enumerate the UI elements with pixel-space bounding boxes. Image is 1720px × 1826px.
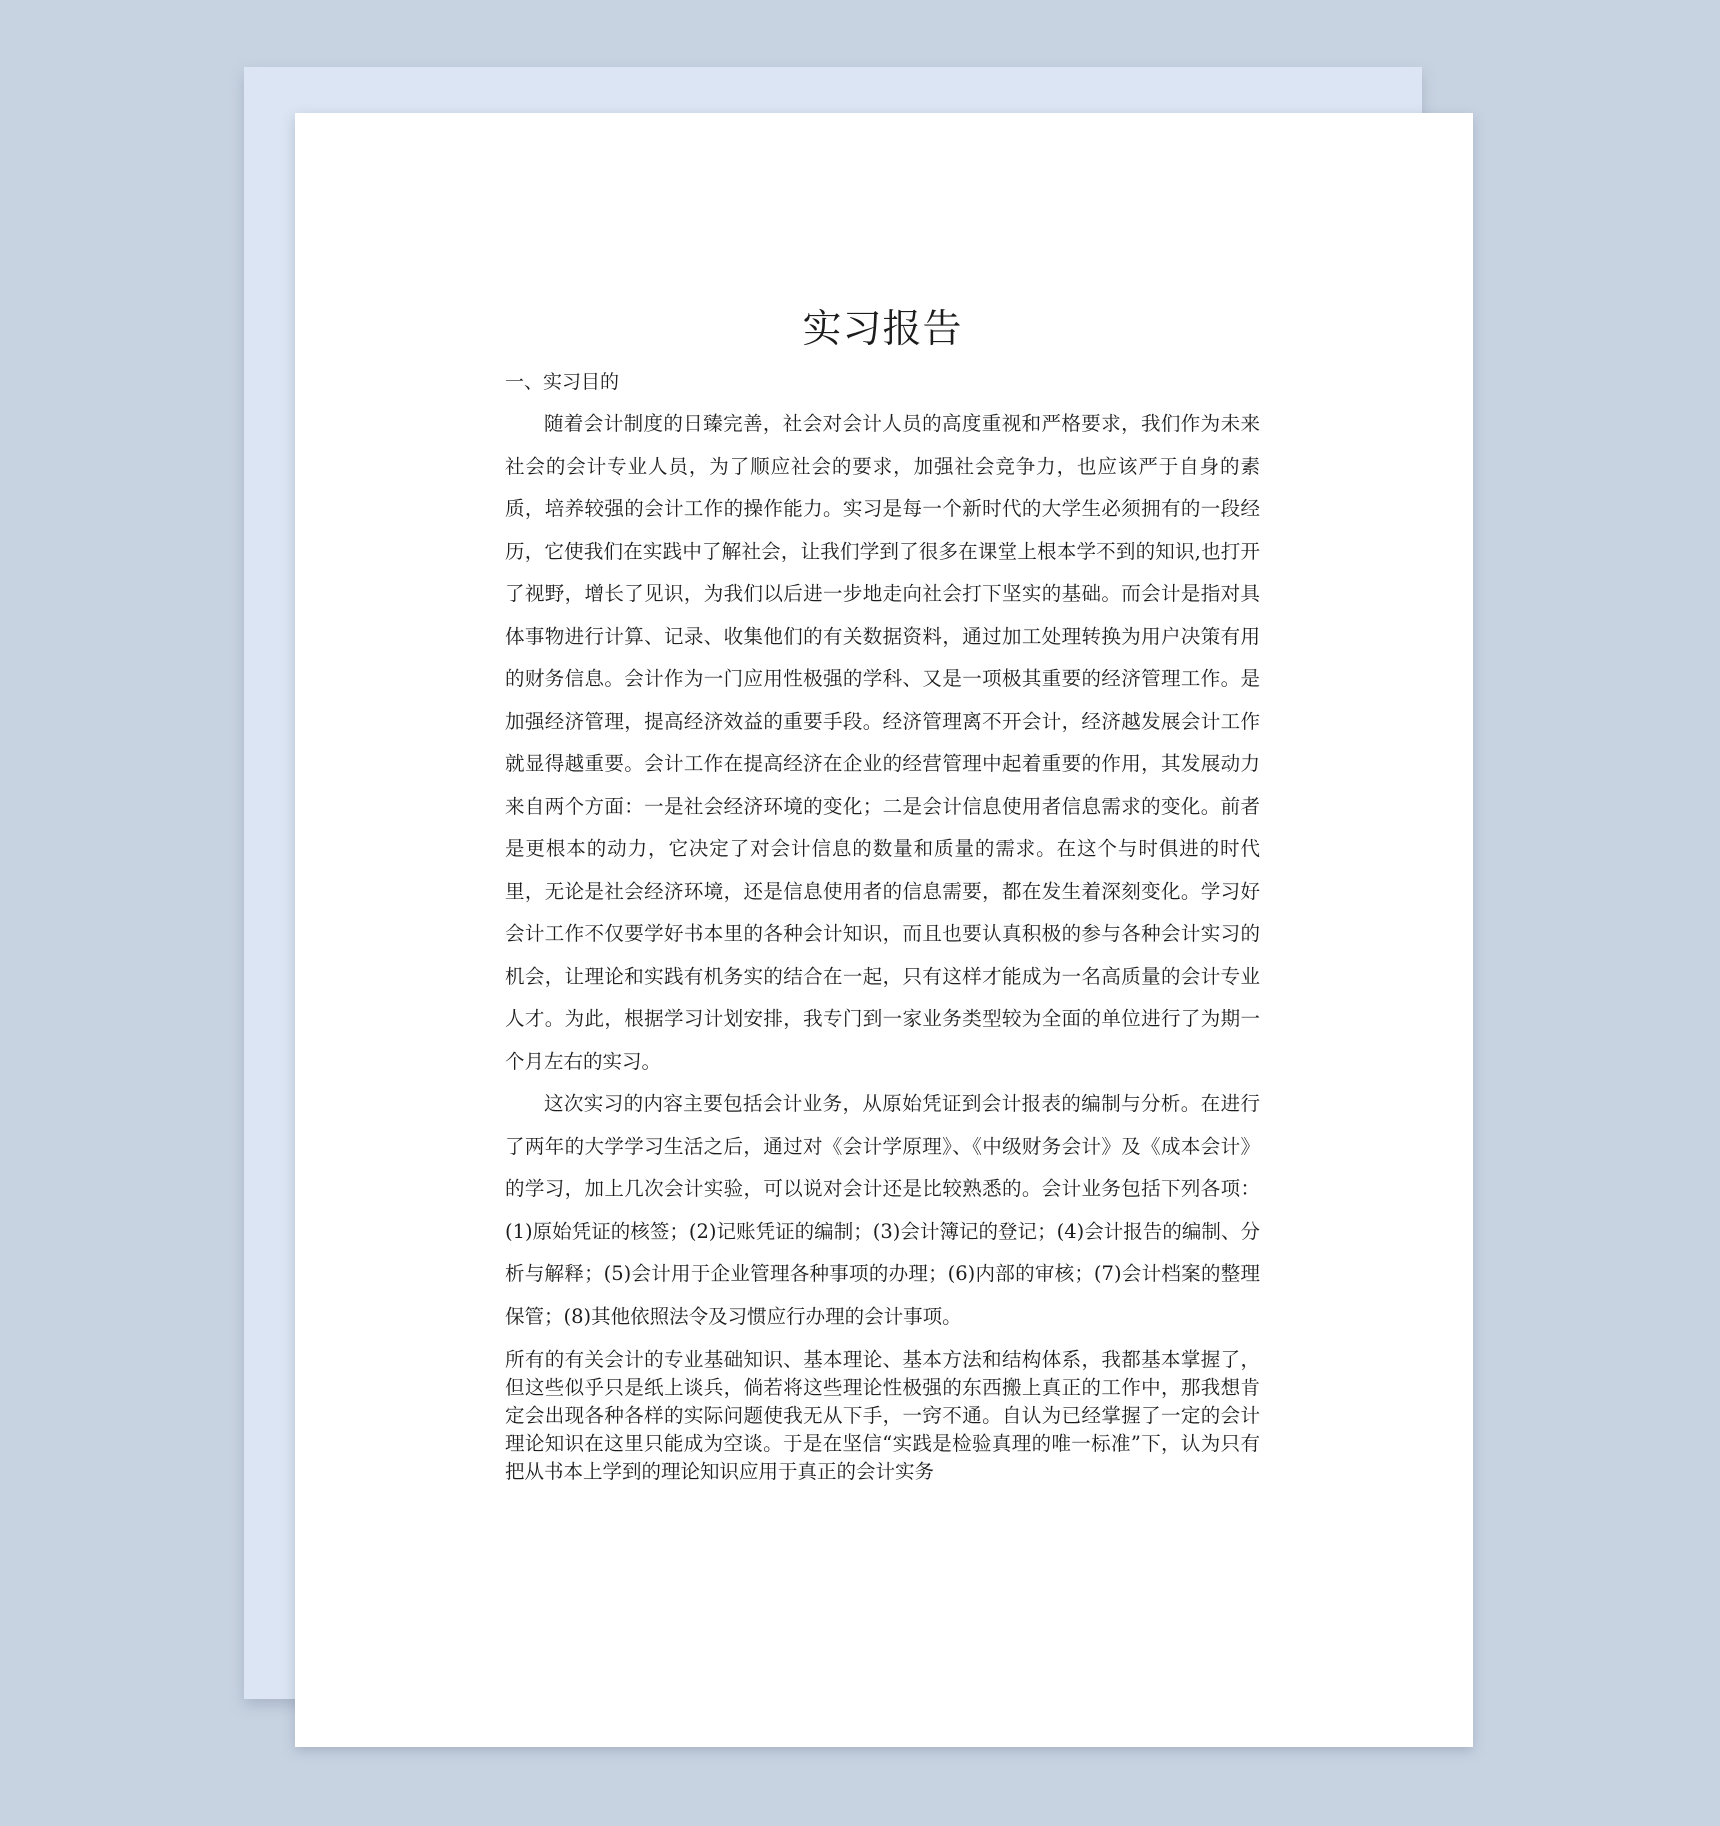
body-paragraph-1: 随着会计制度的日臻完善，社会对会计人员的高度重视和严格要求，我们作为未来社会的会计专业人员，为了顺应社会的要求，加强社会竞争力，也应该严于自身的素质，培养较强的会计工作的操作能力。实习是每一个新时代的大学生必须拥有的一段经历，它使我们在实践中了解社会，让我们学到了很多在课堂上根本学不到的知识,也打开了视野，增长了见识，为我们以后进一步地走向社会打下坚实的基础。而会计是指对具体事物进行计算、记录、收集他们的有关数据资料，通过加工处理转换为用户决策有用的财务信息。会计作为一门应用性极强的学科、又是一项极其重要的经济管理工作。是加强经济管理，提高经济效益的重要手段。经济管理离不开会计，经济越发展会计工作就显得越重要。会计工作在提高经济在企业的经营管理中起着重要的作用，其发展动力来自两个方面：一是社会经济环境的变化；二是会计信息使用者信息需求的变化。前者是更根本的动力，它决定了对会计信息的数量和质量的需求。在这个与时俱进的时代里，无论是社会经济环境，还是信息使用者的信息需要，都在发生着深刻变化。学习好会计工作不仅要学好书本里的各种会计知识，而且也要认真积极的参与各种会计实习的机会，让理论和实践有机务实的结合在一起，只有这样才能成为一名高质量的会计专业人才。为此，根据学习计划安排，我专门到一家业务类型较为全面的单位进行了为期一个月左右的实习。 — [505, 412, 1260, 1073]
body-paragraph-3: 所有的有关会计的专业基础知识、基本理论、基本方法和结构体系，我都基本掌握了，但这些似乎只是纸上谈兵，倘若将这些理论性极强的东西搬上真正的工作中，那我想肯定会出现各种各样的实际问题使我无从下手，一窍不通。自认为已经掌握了一定的会计理论知识在这里只能成为空谈。于是在坚信“实践是检验真理的唯一标准”下，认为只有把从书本上学到的理论知识应用于真正的会计实务 — [505, 1348, 1260, 1483]
section-heading: 一、实习目的 — [505, 371, 620, 393]
document-title: 实习报告 — [802, 307, 963, 352]
body-paragraph-2: 这次实习的内容主要包括会计业务，从原始凭证到会计报表的编制与分析。在进行了两年的大学学习生活之后，通过对《会计学原理》、《中级财务会计》及《成本会计》的学习，加上几次会计实验，可以说对会计还是比较熟悉的。会计业务包括下列各项：(1)原始凭证的核签；(2)记账凭证的编制；(3)会计簿记的登记；(4)会计报告的编制、分析与解释；(5)会计用于企业管理各种事项的办理；(6)内部的审核；(7)会计档案的整理保管；(8)其他依照法令及习惯应行办理的会计事项。 — [505, 1092, 1260, 1328]
document-page — [295, 113, 1473, 1747]
document-content — [505, 303, 1260, 1486]
